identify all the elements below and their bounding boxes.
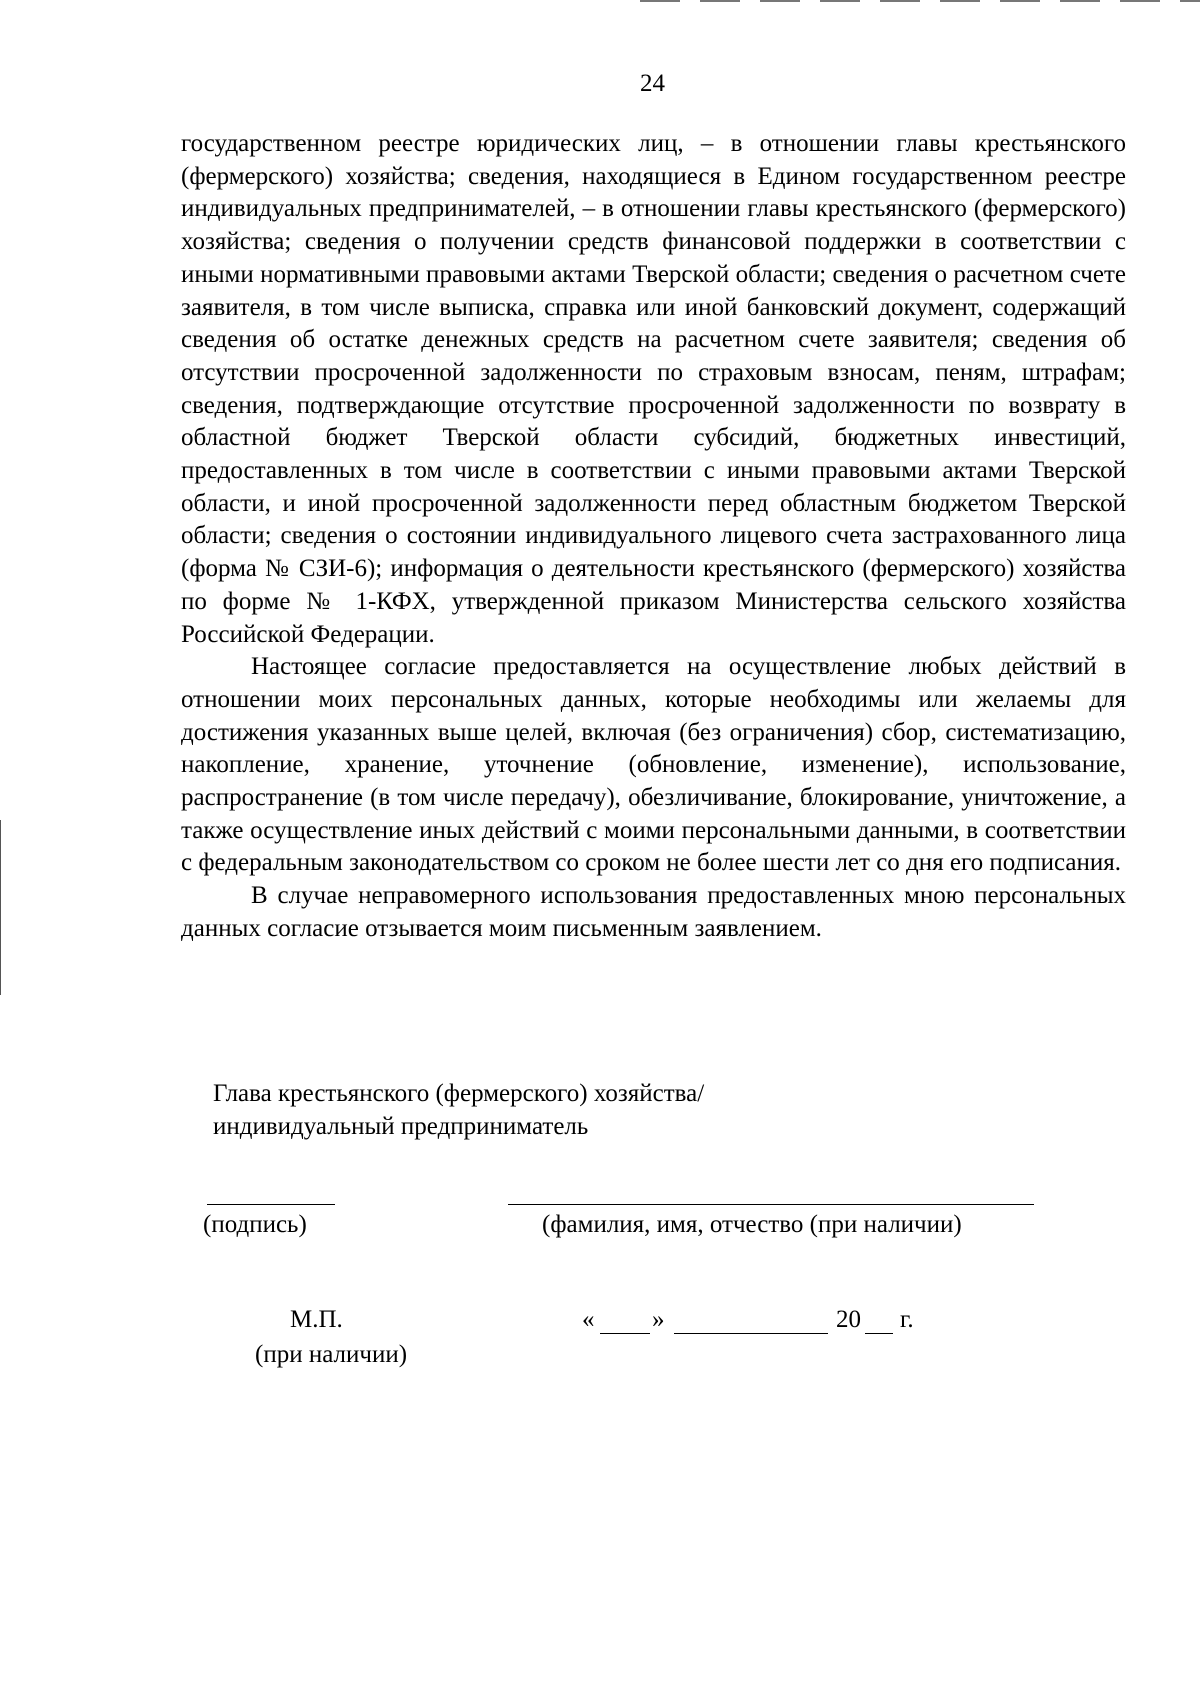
date-month-blank <box>674 1333 828 1334</box>
stamp-label: М.П. <box>290 1306 343 1333</box>
stamp-note: (при наличии) <box>255 1341 408 1368</box>
paragraph-consent-scope: Настоящее согласие предоставляется на осуществление любых действий в отношении моих персональных данных, которые необходимы или желаемы для достижения указанных выше целей, включая (без ограничения) сбор, систематизацию, накопление, хранение, уточнение (обновление, изменение), использование, распространение (в том числе передачу), обезличивание, блокирование, уничтожение, а также осуществление иных действий с моими персональными данными, в соответствии с федеральным законодательством со сроком не более шести лет со дня его подписания. <box>181 653 1126 877</box>
date-day-blank <box>600 1333 650 1334</box>
signer-title <box>213 1077 704 1143</box>
signer-title-line2: индивидуальный предприниматель <box>213 1113 589 1140</box>
scan-margin-mark <box>0 820 1 995</box>
date-year-blank <box>865 1333 893 1334</box>
document-body <box>181 128 1126 946</box>
signature-line <box>207 1204 335 1205</box>
date-open-quote: « <box>582 1306 595 1333</box>
paragraph-continued: государственном реестре юридических лиц, – в отношении главы крестьянского (фермерского) хозяйства; сведения, находящиеся в Едином государственном реестре индивидуальных предпринимателей, – в отношении главы крестьянского (фермерского) хозяйства; сведения о получении средств финансовой поддержки в соответствии с иными нормативными правовыми актами Тверской области; сведения о расчетном счете заявителя, в том числе выписка, справка или иной банковский документ, содержащий сведения об остатке денежных средств на расчетном счете заявителя; сведения об отсутствии просроченной задолженности по страховым взносам, пеням, штрафам; сведения, подтверждающие отсутствие просроченной задолженности по возврату в областной бюджет Тверской области субсидий, бюджетных инвестиций, предоставленных в том числе в соответствии с иными правовыми актами Тверской области, и иной просроченной задолженности перед областным бюджетом Тверской области; сведения о состоянии индивидуального лицевого счета застрахованного лица (форма № СЗИ-6); информация о деятельности крестьянского (фермерского) хозяйства по форме № 1-КФХ, утвержденной приказом Министерства сельского хозяйства Российской Федерации. <box>181 130 1126 648</box>
scan-edge-mark <box>640 0 1200 2</box>
date-year-suffix: г. <box>900 1306 914 1333</box>
paragraph-withdrawal: В случае неправомерного использования предоставленных мною персональных данных согласие отзывается моим письменным заявлением. <box>181 882 1126 942</box>
full-name-line <box>508 1204 1034 1205</box>
full-name-caption: (фамилия, имя, отчество (при наличии) <box>542 1211 962 1238</box>
date-year-prefix: 20 <box>836 1306 861 1333</box>
signer-title-line1: Глава крестьянского (фермерского) хозяйства/ <box>213 1080 705 1107</box>
page-number: 24 <box>640 70 665 97</box>
signature-caption: (подпись) <box>203 1211 307 1238</box>
date-close-quote: » <box>652 1306 665 1333</box>
